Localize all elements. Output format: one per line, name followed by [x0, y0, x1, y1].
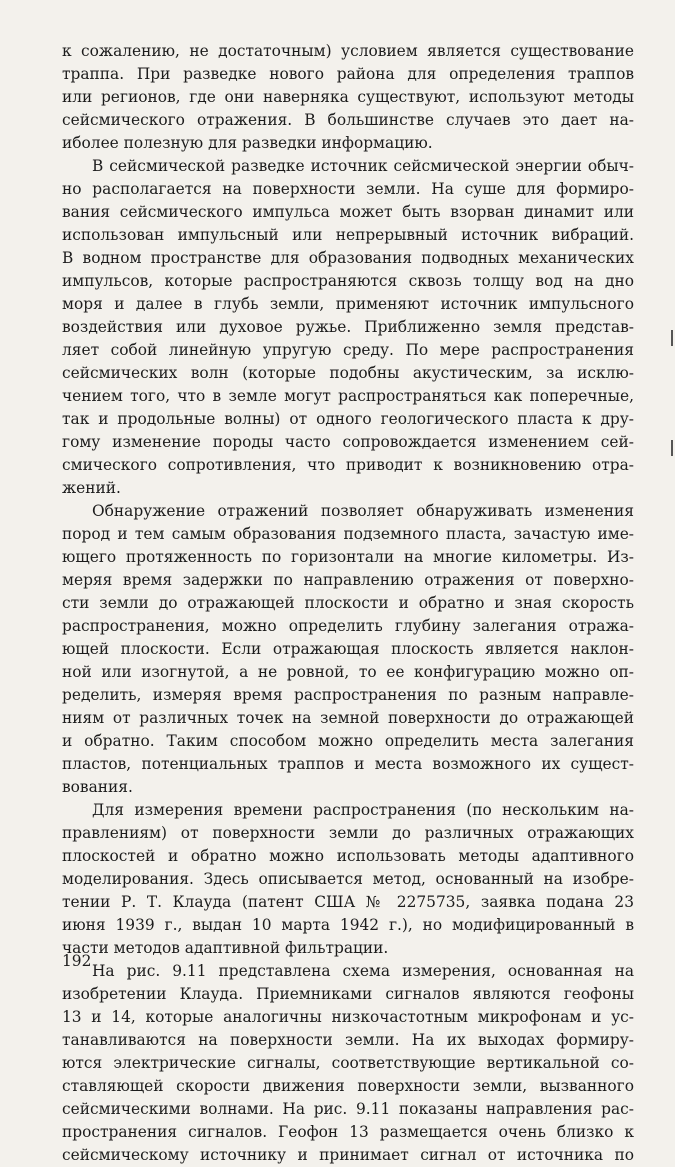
text-line: изобретении Клауда. Приемниками сигналов являются геофоны [62, 985, 634, 1003]
text-line: ределить, измеряя время распространения по разным направле- [62, 686, 634, 704]
text-line: сейсмическими волнами. На рис. 9.11 показаны направления рас- [62, 1100, 634, 1118]
text-line: или регионов, где они наверняка существуют, используют методы [62, 88, 634, 106]
text-line: траппа. При разведке нового района для определения траппов [62, 65, 634, 83]
text-line: ной или изогнутой, а не ровной, то ее конфигурацию можно оп- [62, 663, 634, 681]
text-line: сти земли до отражающей плоскости и обратно и зная скорость [62, 594, 634, 612]
text-line: и обратно. Таким способом можно определить места залегания [62, 732, 634, 750]
text-line: Обнаружение отражений позволяет обнаруживать изменения [92, 502, 634, 520]
text-line: сейсмического отражения. В большинстве случаев это дает на- [62, 111, 634, 129]
text-line: иболее полезную для разведки информацию. [62, 134, 433, 152]
text-line: танавливаются на поверхности земли. На их выходах формиру- [62, 1031, 634, 1049]
text-line: июня 1939 г., выдан 10 марта 1942 г.), но модифицированный в [62, 916, 634, 934]
text-line: воздействия или духовое ружье. Приближенно земля представ- [62, 318, 634, 336]
text-line: смического сопротивления, что приводит к возникновению отра- [62, 456, 634, 474]
scan-edge-mark [671, 440, 673, 456]
page-number: 192 [62, 952, 92, 970]
text-line: ются электрические сигналы, соответствующие вертикальной со- [62, 1054, 634, 1072]
text-line: Для измерения времени распространения (по нескольким на- [92, 801, 634, 819]
text-line: пластов, потенциальных траппов и места возможного их сущест- [62, 755, 634, 773]
text-line: но располагается на поверхности земли. На суше для формиро- [62, 180, 634, 198]
text-line: жений. [62, 479, 121, 497]
text-line: сейсмическому источнику и принимает сигнал от источника по [62, 1146, 634, 1164]
text-line: тении Р. Т. Клауда (патент США № 2275735, заявка подана 23 [62, 893, 634, 911]
text-line: ставляющей скорости движения поверхности земли, вызванного [62, 1077, 634, 1095]
text-line: пространения сигналов. Геофон 13 размещается очень близко к [62, 1123, 634, 1141]
text-line: плоскостей и обратно можно использовать методы адаптивного [62, 847, 634, 865]
text-line: 13 и 14, которые аналогичны низкочастотным микрофонам и ус- [62, 1008, 634, 1026]
text-line: ляет собой линейную упругую среду. По мере распространения [62, 341, 634, 359]
text-line: так и продольные волны) от одного геологического пласта к дру- [62, 410, 634, 428]
text-line: распространения, можно определить глубину залегания отража- [62, 617, 634, 635]
text-line: вания сейсмического импульса может быть взорван динамит или [62, 203, 634, 221]
text-line: На рис. 9.11 представлена схема измерения, основанная на [92, 962, 634, 980]
text-line: В водном пространстве для образования подводных механических [62, 249, 634, 267]
text-line: использован импульсный или непрерывный источник вибраций. [62, 226, 634, 244]
text-line: гому изменение породы часто сопровождается изменением сей- [62, 433, 634, 451]
page-text [62, 40, 634, 1167]
text-line: пород и тем самым образования подземного пласта, зачастую име- [62, 525, 634, 543]
scan-edge-mark [671, 330, 673, 346]
text-line: части методов адаптивной фильтрации. [62, 939, 389, 957]
text-line: В сейсмической разведке источник сейсмической энергии обыч- [92, 157, 634, 175]
text-line: к сожалению, не достаточным) условием является существование [62, 42, 634, 60]
text-line: меряя время задержки по направлению отражения от поверхно- [62, 571, 634, 589]
text-line: сейсмических волн (которые подобны акустическим, за исклю- [62, 364, 634, 382]
text-line: правлениям) от поверхности земли до различных отражающих [62, 824, 634, 842]
text-line: чением того, что в земле могут распространяться как поперечные, [62, 387, 634, 405]
text-line: импульсов, которые распространяются сквозь толщу вод на дно [62, 272, 634, 290]
text-line: моря и далее в глубь земли, применяют источник импульсного [62, 295, 634, 313]
text-line: ниям от различных точек на земной поверхности до отражающей [62, 709, 634, 727]
text-line: ющей плоскости. Если отражающая плоскость является наклон- [62, 640, 634, 658]
text-line: вования. [62, 778, 133, 796]
text-line: моделирования. Здесь описывается метод, основанный на изобре- [62, 870, 634, 888]
text-line: ющего протяженность по горизонтали на многие километры. Из- [62, 548, 634, 566]
